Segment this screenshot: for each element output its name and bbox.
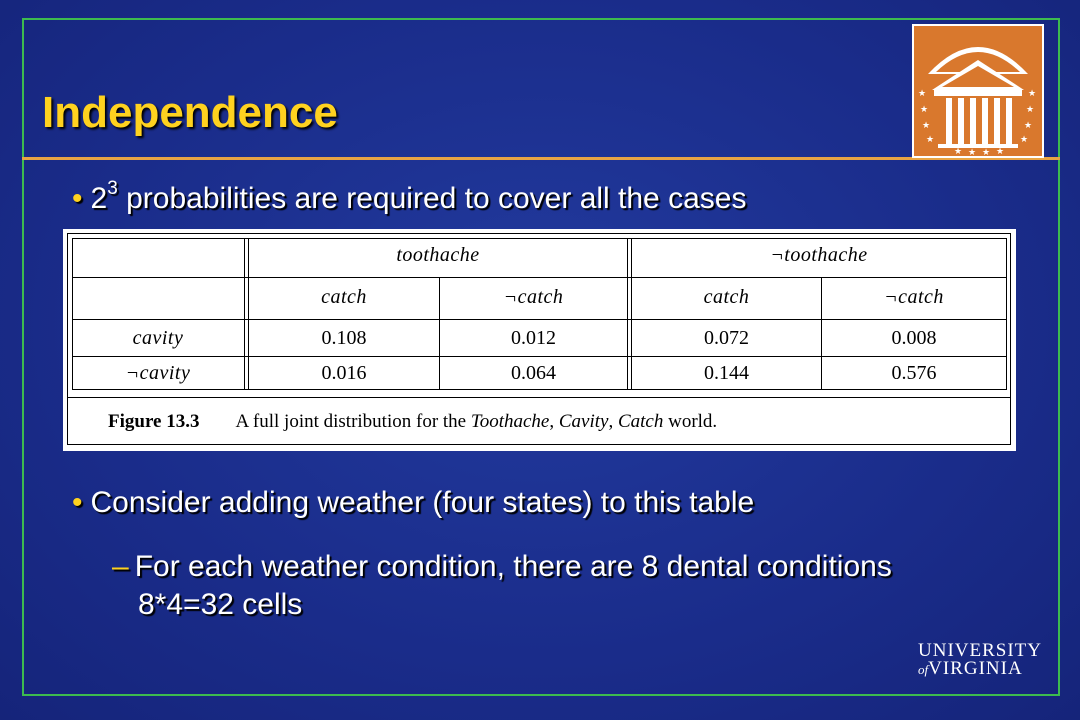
svg-text:★: ★ xyxy=(954,147,963,156)
table-rule xyxy=(1006,238,1007,390)
figure-caption: Figure 13.3 A full joint distribution for the Toothache, Cavity, Catch world. xyxy=(108,411,718,432)
svg-text:★: ★ xyxy=(996,147,1005,156)
table-cell: 0.576 xyxy=(891,362,937,384)
title-divider xyxy=(22,157,1060,160)
university-wordmark xyxy=(918,642,1042,679)
bullet-weather xyxy=(72,486,754,520)
table-rule xyxy=(72,319,1007,320)
caption-text-end: world. xyxy=(663,411,718,432)
header-toothache: toothache xyxy=(396,244,480,266)
joint-distribution-figure xyxy=(63,229,1016,451)
table-rule xyxy=(72,389,1007,390)
table-cell: 0.012 xyxy=(511,327,556,349)
svg-text:★: ★ xyxy=(920,105,929,115)
table-rule xyxy=(67,397,1011,398)
rotunda-logo-icon xyxy=(912,24,1044,158)
svg-text:★: ★ xyxy=(1024,121,1033,131)
caption-text: A full joint distribution for the xyxy=(235,411,471,432)
table-cell: 0.108 xyxy=(321,327,367,349)
table-cell: 0.072 xyxy=(704,327,749,349)
svg-text:★: ★ xyxy=(1028,89,1037,99)
sub-bullet-line1: For each weather condition, there are 8 dental conditions xyxy=(134,550,892,583)
bullet-superscript: 3 xyxy=(107,178,118,199)
table-rule xyxy=(72,356,1007,357)
table-cell: 0.144 xyxy=(704,362,749,384)
sub-bullet-line2: 8*4=32 cells xyxy=(138,588,303,621)
subheader-not-catch: ¬catch xyxy=(503,286,564,308)
svg-text:★: ★ xyxy=(982,148,991,156)
svg-text:★: ★ xyxy=(1020,135,1029,145)
caption-label: Figure 13.3 xyxy=(108,411,200,432)
svg-text:★: ★ xyxy=(918,89,927,99)
table-rule xyxy=(244,238,245,390)
row-label-not-cavity: ¬cavity xyxy=(125,362,191,384)
svg-text:★: ★ xyxy=(1026,105,1035,115)
bullet-text: probabilities are required to cover all the cases xyxy=(117,182,747,215)
table-rule xyxy=(72,277,1007,278)
table-rule xyxy=(72,238,1007,239)
dash-icon: – xyxy=(112,550,129,583)
table-rule xyxy=(627,238,628,390)
subheader-not-catch: ¬catch xyxy=(884,286,944,308)
svg-text:★: ★ xyxy=(968,148,977,156)
subheader-catch: catch xyxy=(703,286,750,308)
wordmark-of: of xyxy=(918,662,929,677)
bullet-probabilities xyxy=(72,178,746,216)
table-cell: 0.064 xyxy=(511,362,556,384)
bullet-dot-icon: • xyxy=(72,182,83,215)
caption-var: Catch xyxy=(617,411,664,432)
header-not-toothache: ¬toothache xyxy=(770,244,868,266)
svg-text:★: ★ xyxy=(926,135,935,145)
caption-var: Cavity xyxy=(558,411,609,432)
table-cell: 0.016 xyxy=(321,362,367,384)
table-cell: 0.008 xyxy=(891,327,937,349)
sub-bullet-weather-cells xyxy=(112,548,892,624)
wordmark-line2: VIRGINIA xyxy=(928,658,1023,679)
svg-text:★: ★ xyxy=(922,121,931,131)
bullet-text: Consider adding weather (four states) to this table xyxy=(90,486,755,519)
bullet-prefix: 2 xyxy=(90,182,108,215)
caption-var: Toothache xyxy=(470,411,550,432)
wordmark-line1: UNIVERSITY xyxy=(918,640,1042,661)
row-label-cavity: cavity xyxy=(132,327,184,349)
bullet-dot-icon: • xyxy=(72,486,83,519)
subheader-catch: catch xyxy=(321,286,367,308)
slide-title: Independence xyxy=(42,88,338,137)
